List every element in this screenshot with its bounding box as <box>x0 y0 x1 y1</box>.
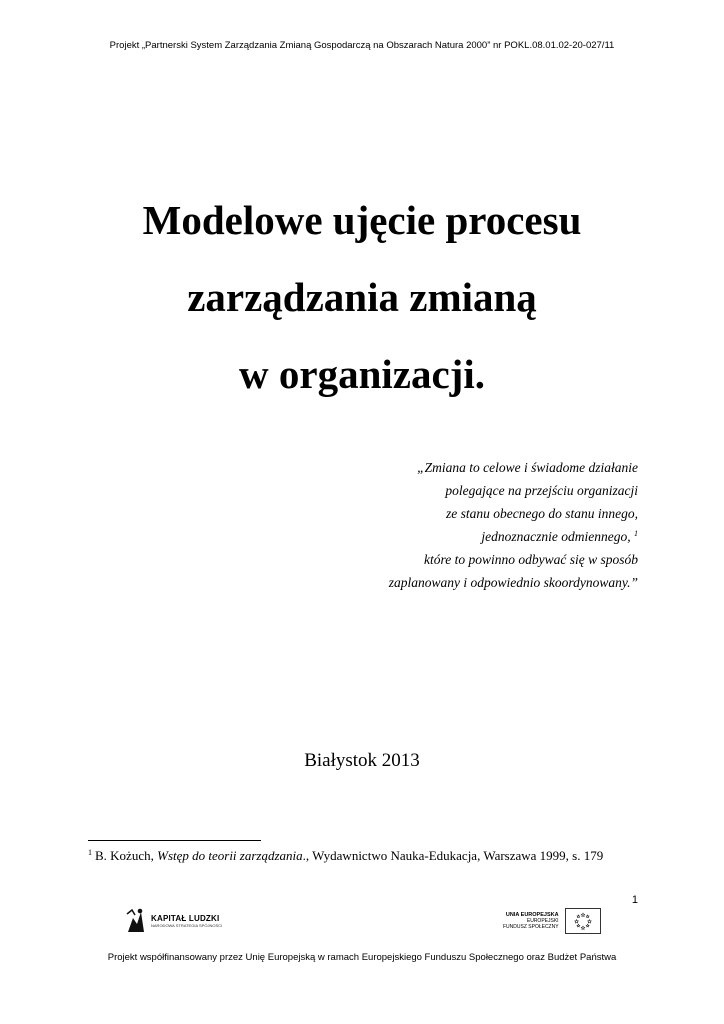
eu-flag-icon <box>565 908 601 934</box>
eu-logo-line-1: UNIA EUROPEJSKA <box>505 912 559 918</box>
kapital-ludzki-name: KAPITAŁ LUDZKI <box>151 914 220 923</box>
title-line-3: w organizacji. <box>239 351 485 397</box>
footnote <box>88 848 603 864</box>
quote-line-2: polegające na przejściu organizacji <box>445 483 638 498</box>
place-and-year: Białystok 2013 <box>304 750 420 771</box>
quote-line-6: zaplanowany i odpowiednio skoordynowany.” <box>388 575 638 590</box>
eu-logo-line-2: EUROPEJSKI <box>526 918 559 924</box>
kapital-ludzki-emblem-icon <box>125 906 147 936</box>
footnote-separator <box>88 840 261 841</box>
epigraph-quote <box>278 456 638 594</box>
footnote-number: 1 <box>88 848 92 857</box>
eu-logo <box>503 906 601 936</box>
quote-line-3: ze stanu obecnego do stanu innego, <box>446 506 638 521</box>
kapital-ludzki-logo <box>125 906 222 936</box>
eu-logo-text <box>503 912 559 930</box>
title-line-1: Modelowe ujęcie procesu <box>142 197 582 243</box>
eu-logo-line-3: FUNDUSZ SPOŁECZNY <box>503 924 559 930</box>
quote-line-5: które to powinno odbywać się w sposób <box>424 552 638 567</box>
footnote-reference[interactable]: 1 <box>634 529 638 538</box>
quote-line-4-text: jednoznacznie odmiennego, <box>481 529 631 544</box>
footnote-author: B. Kożuch, <box>95 848 154 863</box>
footnote-book-title: Wstęp do teorii zarządzania <box>157 848 303 863</box>
page-header: Projekt „Partnerski System Zarządzania Zmianą Gospodarczą na Obszarach Natura 2000” nr POKL.08.01.02-20-027/11 <box>109 40 615 51</box>
quote-line-4 <box>278 525 638 548</box>
quote-line-1: „Zmiana to celowe i świadome działanie <box>417 460 638 475</box>
title-line-2: zarządzania zmianą <box>187 274 537 320</box>
kapital-ludzki-subtitle: NARODOWA STRATEGIA SPÓJNOŚCI <box>151 923 223 928</box>
footnote-publication: ., Wydawnictwo Nauka-Edukacja, Warszawa 1999, s. 179 <box>302 848 604 863</box>
document-title <box>0 182 724 413</box>
page-number: 1 <box>631 894 638 906</box>
kapital-ludzki-text <box>151 914 222 928</box>
page-footer: Projekt współfinansowany przez Unię Europejską w ramach Europejskiego Funduszu Społecznego oraz Budżet Państwa <box>107 952 617 963</box>
